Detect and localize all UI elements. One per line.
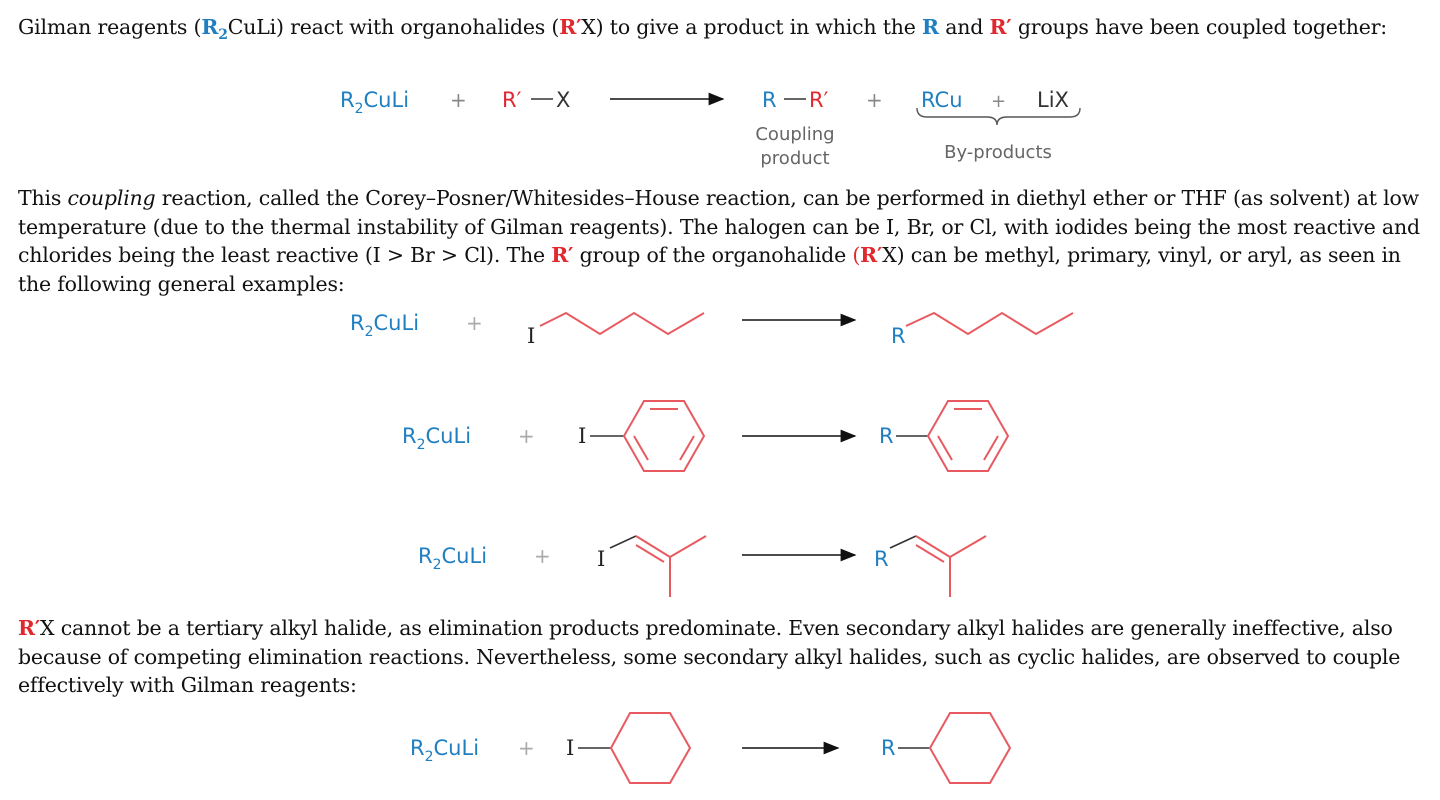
product-label: product [760,148,830,169]
plus-sign: + [518,424,535,448]
methyl-bond [670,536,706,557]
iodine-label: I [578,424,587,448]
plus-sign: + [991,91,1007,112]
halide-r-prime: R′ [502,88,522,112]
product-r: R [874,547,889,571]
reagent-formula: $R_2CuLi$ [418,544,488,573]
reagent-formula: $R_2CuLi$ [410,736,480,765]
example-pentyl [350,311,1073,348]
reagent-formula: $R_2CuLi$ [340,88,410,117]
coupling-label: Coupling [755,124,835,145]
cyclohexane-ring [611,713,690,783]
reagent-formula: $R_2CuLi$ [402,424,472,453]
byproducts-label: By-products [944,142,1052,163]
iodine-label: I [527,324,536,348]
benzene-ring [624,401,704,471]
byproduct-rcu: RCu [921,88,963,112]
product-r: R [879,424,894,448]
plus-sign: + [518,736,535,760]
cyclohexane-ring [930,713,1010,783]
reagent-formula: $R_2CuLi$ [350,311,420,340]
methyl-bond [950,536,986,557]
iodine-label: I [566,736,575,760]
double-bond [636,545,664,562]
example-cyclohexyl [410,713,1010,783]
plus-sign: + [450,88,467,112]
conditions-paragraph: This coupling reaction, called the Corey–Posner/Whitesides–House reaction, can be performed in diethyl ether or THF (as solvent) at low temperature (due to the thermal instability of Gilman reagents). The halogen can be I, Br, or Cl, with iodides being the most reactive and chlorides being the least reactive (I > Br > Cl). The R′ group of the organohalide (R′X) can be methyl, primary, vinyl, or aryl, as seen in the following general examples: [18,186,1420,296]
product-r-prime: R′ [809,88,829,112]
product-r: R [881,736,896,760]
iodine-label: I [597,547,606,571]
alkene-bond [916,536,950,557]
product-r: R [891,324,906,348]
bond-line [890,536,916,548]
halide-x: X [556,88,571,112]
pentyl-chain [906,313,1073,334]
intro-paragraph: Gilman reagents $(R_2CuLi)$ react with organohalides (R′X) to give a product in which the R and R′ groups have been coupled together: [18,15,1388,44]
plus-sign: + [534,544,551,568]
alkene-bond [636,536,670,557]
plus-sign: + [466,311,483,335]
product-r: R [762,88,777,112]
limitations-paragraph: R′X cannot be a tertiary alkyl halide, as elimination products predominate. Even secondary alkyl halides are generally ineffective, also because of competing elimination reactions. Nevertheless, some secondary alkyl halides, such as cyclic halides, are observed to couple effectively with Gilman reagents: [18,616,1401,697]
benzene-ring [928,401,1008,471]
plus-sign: + [866,88,883,112]
pentyl-chain [540,313,704,334]
example-phenyl [402,401,1008,471]
bond-line [610,536,636,548]
double-bond [916,545,944,562]
example-vinyl [418,536,986,597]
byproduct-lix: LiX [1037,88,1069,112]
